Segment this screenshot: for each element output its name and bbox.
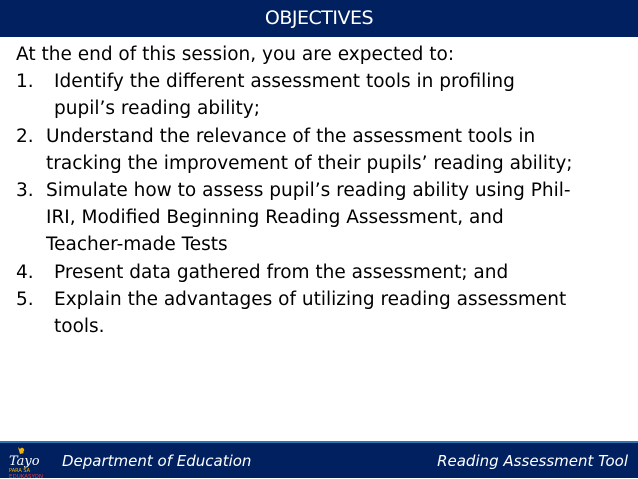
logo-text: Tayo [9,454,40,469]
objective-line: Explain the advantages of utilizing reading assessment [54,288,567,310]
objective-line: Present data gathered from the assessment; and [54,261,509,283]
objective-line: Teacher-made Tests [46,234,228,256]
objective-item-5 [16,286,636,340]
title-bar [0,0,638,37]
objective-text [54,286,636,340]
objective-text [54,68,636,122]
objective-text [54,259,636,286]
logo-subtext-2: EDUKASYON [9,474,44,479]
objective-text [46,177,636,259]
objective-line: tracking the improvement of their pupils’ reading ability; [46,152,573,174]
objective-line: pupil’s reading ability; [54,98,260,120]
objective-item-3 [16,177,636,259]
objective-item-2 [16,123,636,177]
objective-line: Simulate how to assess pupil’s reading ability using Phil- [46,180,571,202]
objective-number: 5. [16,288,34,310]
objective-item-4 [16,259,636,286]
footer-department: Department of Education [62,452,252,470]
logo-subtext-1: PARA SA [9,468,31,474]
objective-text [46,123,636,177]
objective-number: 4. [16,261,34,283]
objective-number: 1. [16,71,34,93]
footer-program: Reading Assessment Tool [437,452,628,470]
intro-text: At the end of this session, you are expected to: [16,44,455,65]
objective-line: tools. [54,316,105,338]
tayo-logo [6,445,52,479]
footer-bar [0,441,638,478]
objective-number: 3. [16,180,34,202]
objective-line: IRI, Modified Beginning Reading Assessment, and [46,207,504,229]
objective-item-1 [16,68,636,122]
slide-content [16,41,636,340]
slide-title: OBJECTIVES [264,7,374,29]
objective-line: Understand the relevance of the assessment tools in [46,125,536,147]
objective-number: 2. [16,125,34,147]
logo-torch-icon [20,448,24,452]
objective-line: Identify the different assessment tools in profiling [54,71,515,93]
